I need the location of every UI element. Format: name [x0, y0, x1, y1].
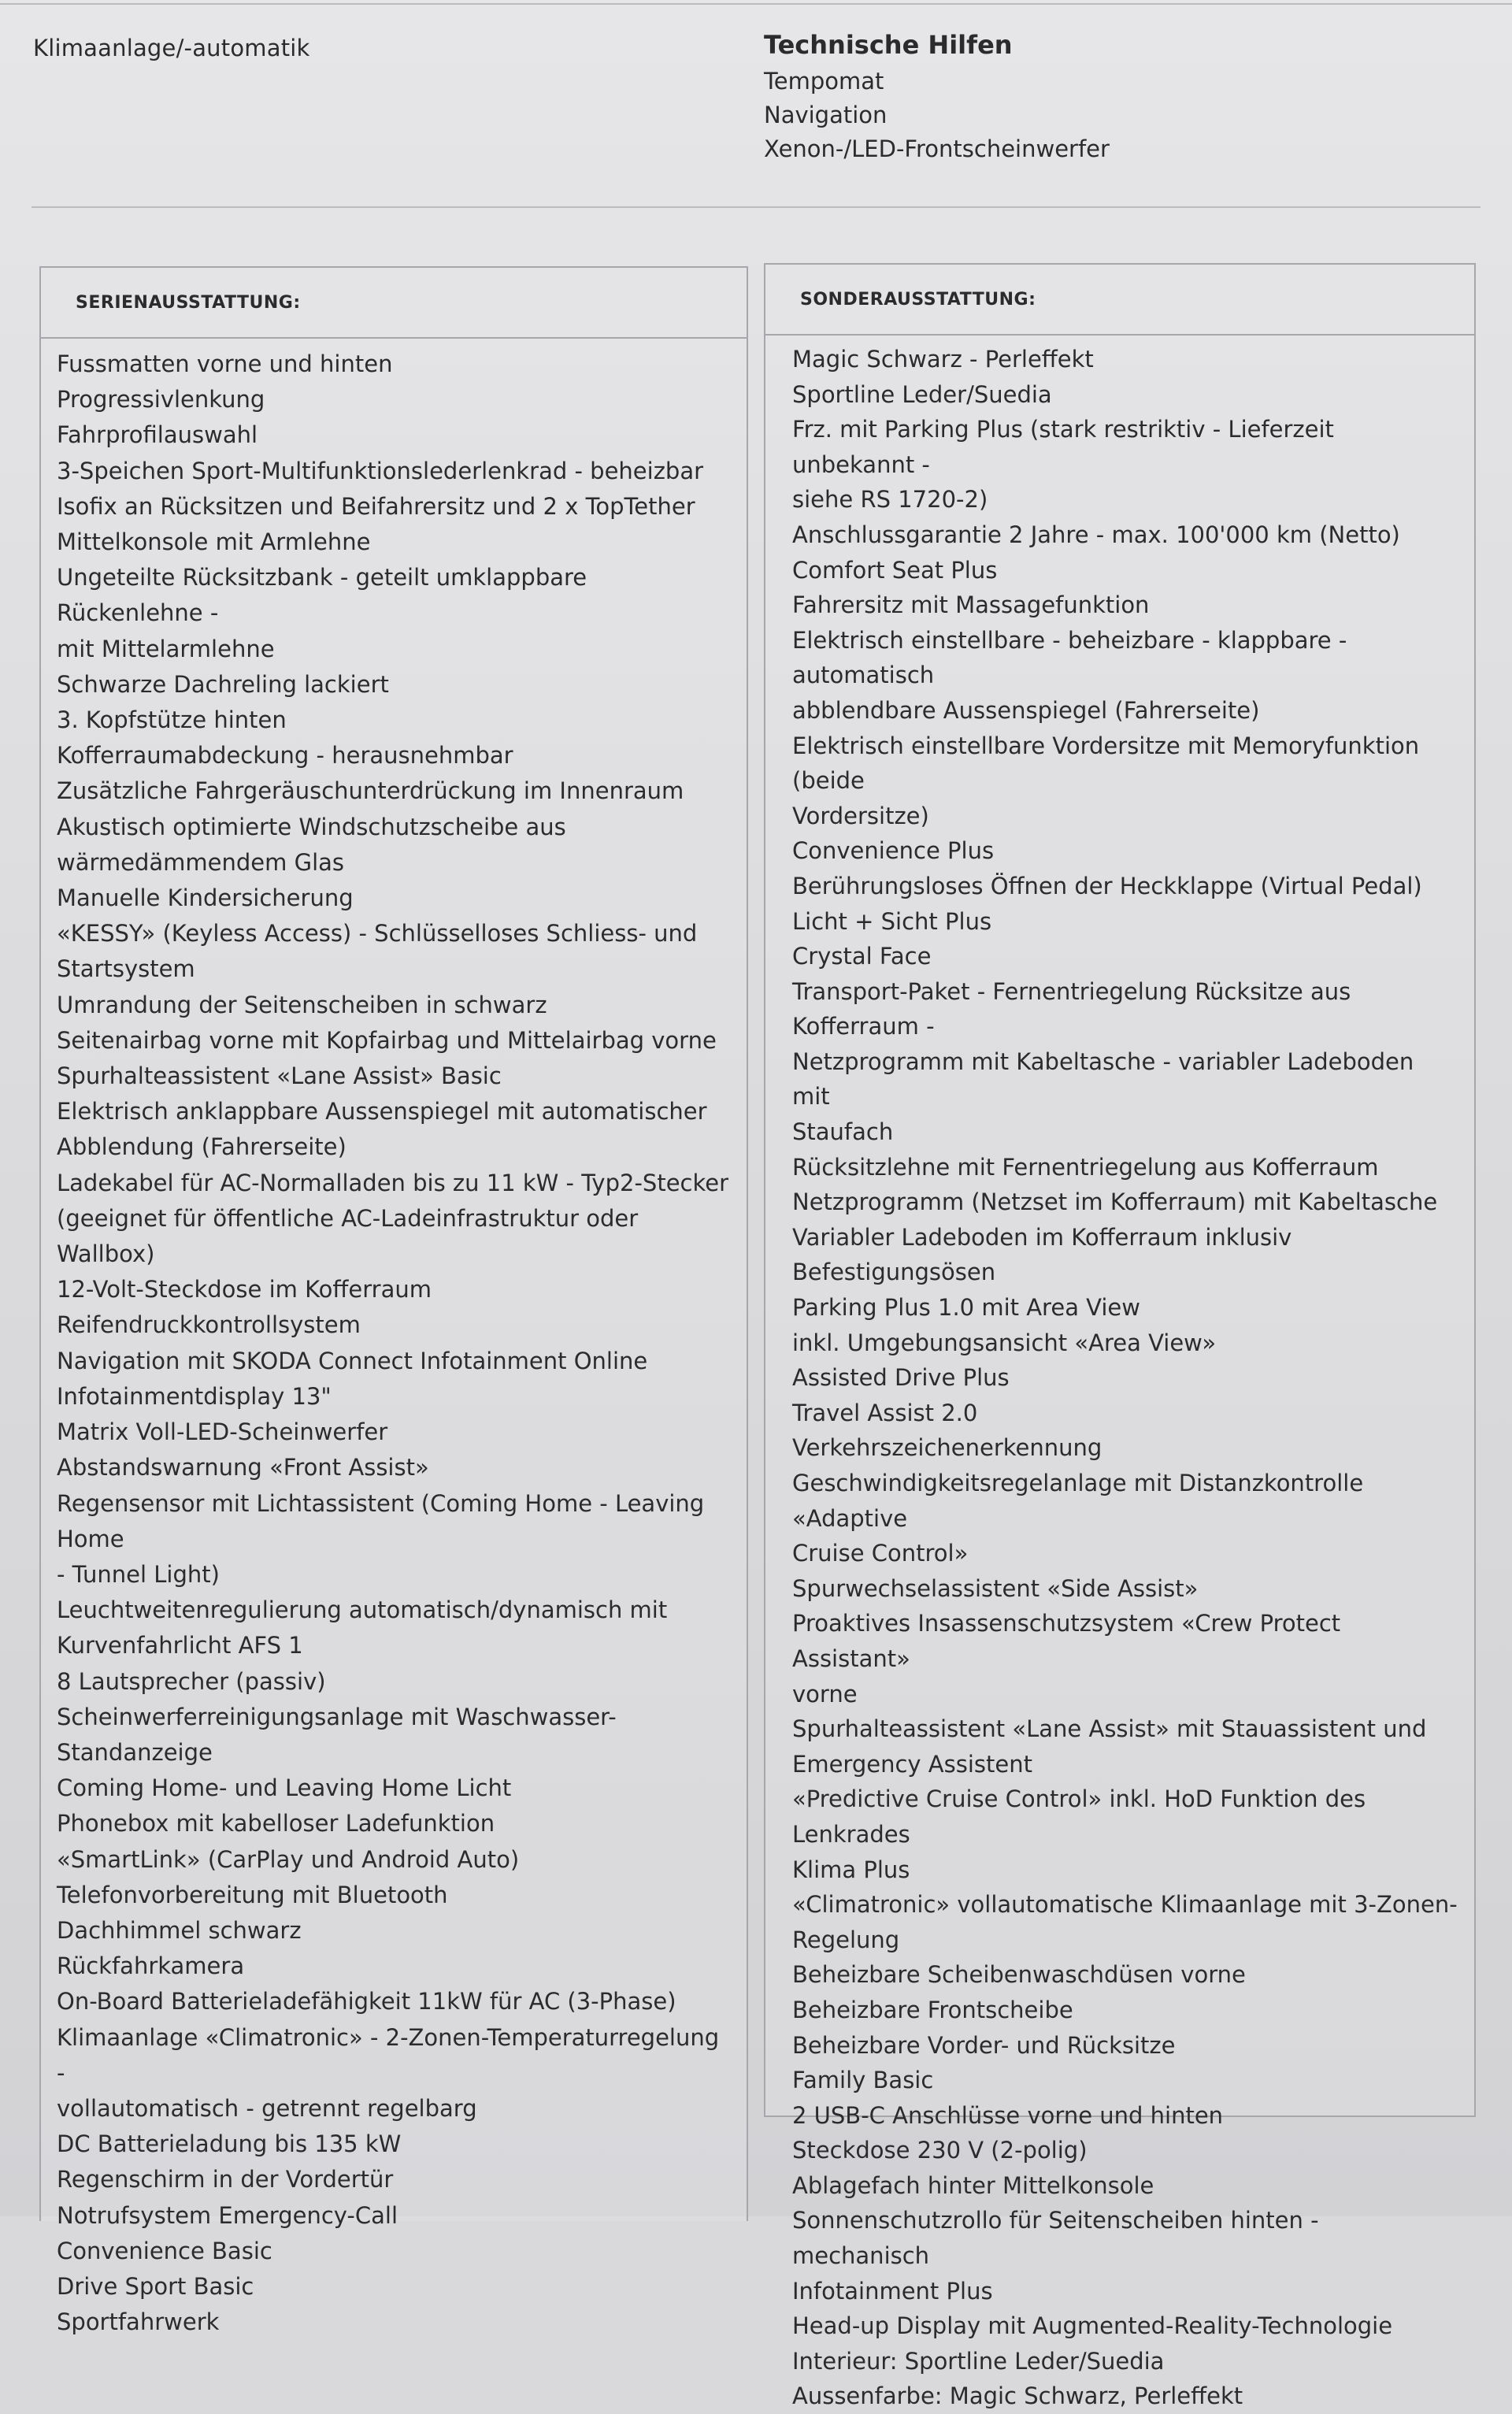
- list-item: Verkehrszeichenerkennung: [792, 1434, 1102, 1462]
- list-item: vorne: [792, 1680, 858, 1708]
- serienausstattung-list: [41, 339, 747, 2340]
- sonderausstattung-title: SONDERAUSSTATTUNG:: [765, 265, 1474, 336]
- list-item: Interieur: Sportline Leder/Suedia: [792, 2347, 1165, 2375]
- section-divider: [32, 206, 1480, 208]
- list-item: Geschwindigkeitsregelanlage mit Distanzkontrolle «Adaptive: [792, 1470, 1371, 1532]
- list-item: Magic Schwarz - Perleffekt: [792, 346, 1094, 373]
- list-item: Convenience Basic: [57, 2237, 272, 2264]
- list-item: Cruise Control»: [792, 1540, 969, 1567]
- list-item: «KESSY» (Keyless Access) - Schlüsselloses Schliess- und: [57, 920, 698, 947]
- list-item: Infotainmentdisplay 13": [57, 1382, 332, 1410]
- list-item: Progressivlenkung: [57, 386, 265, 413]
- list-item: Abblendung (Fahrerseite): [57, 1133, 346, 1161]
- list-item: Umrandung der Seitenscheiben in schwarz: [57, 991, 547, 1018]
- list-item: wärmedämmendem Glas: [57, 848, 345, 876]
- list-item: 8 Lautsprecher (passiv): [57, 1667, 326, 1695]
- list-item: Family Basic: [792, 2067, 934, 2094]
- list-item: Variabler Ladeboden im Kofferraum inklusiv Befestigungsösen: [792, 1223, 1299, 1286]
- list-item: Rückfahrkamera: [57, 1952, 245, 1980]
- list-item: Beheizbare Vorder- und Rücksitze: [792, 2031, 1176, 2059]
- list-item: Abstandswarnung «Front Assist»: [57, 1454, 429, 1481]
- list-item: Sonnenschutzrollo für Seitenscheiben hinten - mechanisch: [792, 2207, 1326, 2270]
- list-item: Ablagefach hinter Mittelkonsole: [792, 2171, 1154, 2199]
- list-item: siehe RS 1720-2): [792, 486, 988, 514]
- list-item: (geeignet für öffentliche AC-Ladeinfrastruktur oder Wallbox): [57, 1204, 646, 1268]
- tech-title: Technische Hilfen: [764, 30, 1013, 60]
- list-item: Telefonvorbereitung mit Bluetooth: [57, 1881, 448, 1908]
- sonderausstattung-list: [765, 336, 1474, 2414]
- list-item: Zusätzliche Fahrgeräuschunterdrückung im Innenraum: [57, 777, 684, 805]
- list-item: Assisted Drive Plus: [792, 1364, 1010, 1392]
- list-item: Convenience Plus: [792, 837, 995, 865]
- list-item: Staufach: [792, 1118, 894, 1146]
- list-item: Steckdose 230 V (2-polig): [792, 2137, 1088, 2164]
- list-item: On-Board Batterieladefähigkeit 11kW für AC (3-Phase): [57, 1988, 676, 2015]
- list-item: Netzprogramm mit Kabeltasche - variabler Ladeboden mit: [792, 1048, 1421, 1111]
- list-item: Ladekabel für AC-Normalladen bis zu 11 kW - Typ2-Stecker: [57, 1169, 729, 1196]
- list-item: Elektrisch einstellbare Vordersitze mit Memoryfunktion (beide: [792, 732, 1427, 795]
- list-item: «Climatronic» vollautomatische Klimaanlage mit 3-Zonen-: [792, 1891, 1458, 1919]
- list-item: «SmartLink» (CarPlay und Android Auto): [57, 1845, 520, 1873]
- list-item: Rücksitzlehne mit Fernentriegelung aus Kofferraum: [792, 1153, 1379, 1181]
- list-item: Crystal Face: [792, 943, 932, 970]
- list-item: Kofferraumabdeckung - herausnehmbar: [57, 742, 513, 769]
- list-item: Infotainment Plus: [792, 2277, 993, 2305]
- list-item: Beheizbare Frontscheibe: [792, 1996, 1073, 2023]
- list-item: Elektrisch einstellbare - beheizbare - klappbare - automatisch: [792, 626, 1354, 689]
- list-item: Head-up Display mit Augmented-Reality-Technologie: [792, 2312, 1393, 2340]
- tech-section: [764, 30, 1110, 166]
- list-item: Dachhimmel schwarz: [57, 1916, 302, 1944]
- list-item: Regenschirm in der Vordertür: [57, 2166, 394, 2193]
- list-item: 12-Volt-Steckdose im Kofferraum: [57, 1276, 432, 1303]
- list-item: Licht + Sicht Plus: [792, 907, 992, 935]
- list-item: Ungeteilte Rücksitzbank - geteilt umklappbare Rückenlehne -: [57, 564, 595, 627]
- list-item: Fahrersitz mit Massagefunktion: [792, 591, 1150, 619]
- list-item: Spurhalteassistent «Lane Assist» mit Stauassistent und: [792, 1715, 1427, 1743]
- list-item: Aussenfarbe: Magic Schwarz, Perleffekt: [792, 2382, 1243, 2410]
- list-item: vollautomatisch - getrennt regelbarg: [57, 2094, 477, 2122]
- list-item: Berührungsloses Öffnen der Heckklappe (Virtual Pedal): [792, 872, 1422, 899]
- list-item: 3. Kopfstütze hinten: [57, 706, 287, 734]
- list-item: Akustisch optimierte Windschutzscheibe aus: [57, 813, 566, 840]
- list-item: Sportfahrwerk: [57, 2308, 220, 2336]
- list-item: Matrix Voll-LED-Scheinwerfer: [57, 1418, 388, 1446]
- list-item: Isofix an Rücksitzen und Beifahrersitz und 2 x TopTether: [57, 492, 695, 520]
- list-item: abblendbare Aussenspiegel (Fahrerseite): [792, 696, 1260, 724]
- list-item: Regelung: [792, 1926, 900, 1953]
- list-item: - Tunnel Light): [57, 1560, 220, 1588]
- list-item: Phonebox mit kabelloser Ladefunktion: [57, 1810, 495, 1837]
- list-item: inkl. Umgebungsansicht «Area View»: [792, 1329, 1217, 1356]
- list-item: Transport-Paket - Fernentriegelung Rücksitze aus Kofferraum -: [792, 977, 1358, 1040]
- serienausstattung-title: SERIENAUSSTATTUNG:: [41, 268, 747, 339]
- list-item: Reifendruckkontrollsystem: [57, 1311, 361, 1339]
- list-item: Travel Assist 2.0: [792, 1399, 978, 1426]
- list-item: Emergency Assistent: [792, 1750, 1032, 1778]
- list-item: Fahrprofilauswahl: [57, 421, 258, 449]
- list-item: Vordersitze): [792, 802, 929, 829]
- list-item: Proaktives Insassenschutzsystem «Crew Protect Assistant»: [792, 1610, 1348, 1672]
- list-item: Startsystem: [57, 955, 195, 983]
- list-item: Fussmatten vorne und hinten: [57, 350, 393, 377]
- list-item: Navigation mit SKODA Connect Infotainment Online: [57, 1347, 648, 1374]
- serienausstattung-box: [39, 266, 748, 2336]
- list-item: Kurvenfahrlicht AFS 1: [57, 1632, 303, 1659]
- top-left-feature: Klimaanlage/-automatik: [33, 35, 310, 61]
- tech-item: Xenon-/LED-Frontscheinwerfer: [764, 135, 1110, 162]
- list-item: Coming Home- und Leaving Home Licht: [57, 1774, 512, 1802]
- list-item: Seitenairbag vorne mit Kopfairbag und Mittelairbag vorne: [57, 1026, 717, 1054]
- list-item: Elektrisch anklappbare Aussenspiegel mit automatischer: [57, 1098, 707, 1125]
- list-item: Mittelkonsole mit Armlehne: [57, 528, 371, 556]
- list-item: Beheizbare Scheibenwaschdüsen vorne: [792, 1961, 1246, 1989]
- list-item: Drive Sport Basic: [57, 2272, 254, 2300]
- list-item: Spurhalteassistent «Lane Assist» Basic: [57, 1062, 502, 1090]
- top-rule: [0, 3, 1512, 5]
- list-item: DC Batterieladung bis 135 kW: [57, 2130, 402, 2158]
- list-item: Netzprogramm (Netzset im Kofferraum) mit Kabeltasche: [792, 1188, 1438, 1216]
- list-item: Leuchtweitenregulierung automatisch/dynamisch mit: [57, 1596, 668, 1624]
- list-item: Scheinwerferreinigungsanlage mit Waschwasser-Standanzeige: [57, 1703, 617, 1766]
- list-item: Regensensor mit Lichtassistent (Coming Home - Leaving Home: [57, 1489, 712, 1552]
- list-item: Parking Plus 1.0 mit Area View: [792, 1294, 1140, 1322]
- list-item: Klima Plus: [792, 1856, 910, 1883]
- list-item: Frz. mit Parking Plus (stark restriktiv - Lieferzeit unbekannt -: [792, 416, 1342, 478]
- list-item: Manuelle Kindersicherung: [57, 884, 354, 912]
- list-item: Sportline Leder/Suedia: [792, 380, 1052, 408]
- list-item: Comfort Seat Plus: [792, 556, 998, 584]
- list-item: «Predictive Cruise Control» inkl. HoD Funktion des Lenkrades: [792, 1785, 1373, 1848]
- list-item: Anschlussgarantie 2 Jahre - max. 100'000 km (Netto): [792, 521, 1400, 548]
- list-item: 3-Speichen Sport-Multifunktionslederlenkrad - beheizbar: [57, 457, 704, 484]
- list-item: Notrufsystem Emergency-Call: [57, 2201, 398, 2229]
- list-item: 2 USB-C Anschlüsse vorne und hinten: [792, 2101, 1224, 2129]
- sonderausstattung-box: [764, 263, 1476, 2410]
- list-item: mit Mittelarmlehne: [57, 635, 275, 662]
- tech-item: Tempomat: [764, 68, 884, 95]
- list-item: Spurwechselassistent «Side Assist»: [792, 1574, 1199, 1602]
- list-item: Schwarze Dachreling lackiert: [57, 670, 389, 698]
- tech-item: Navigation: [764, 102, 888, 128]
- list-item: Klimaanlage «Climatronic» - 2-Zonen-Temperaturregelung -: [57, 2023, 727, 2086]
